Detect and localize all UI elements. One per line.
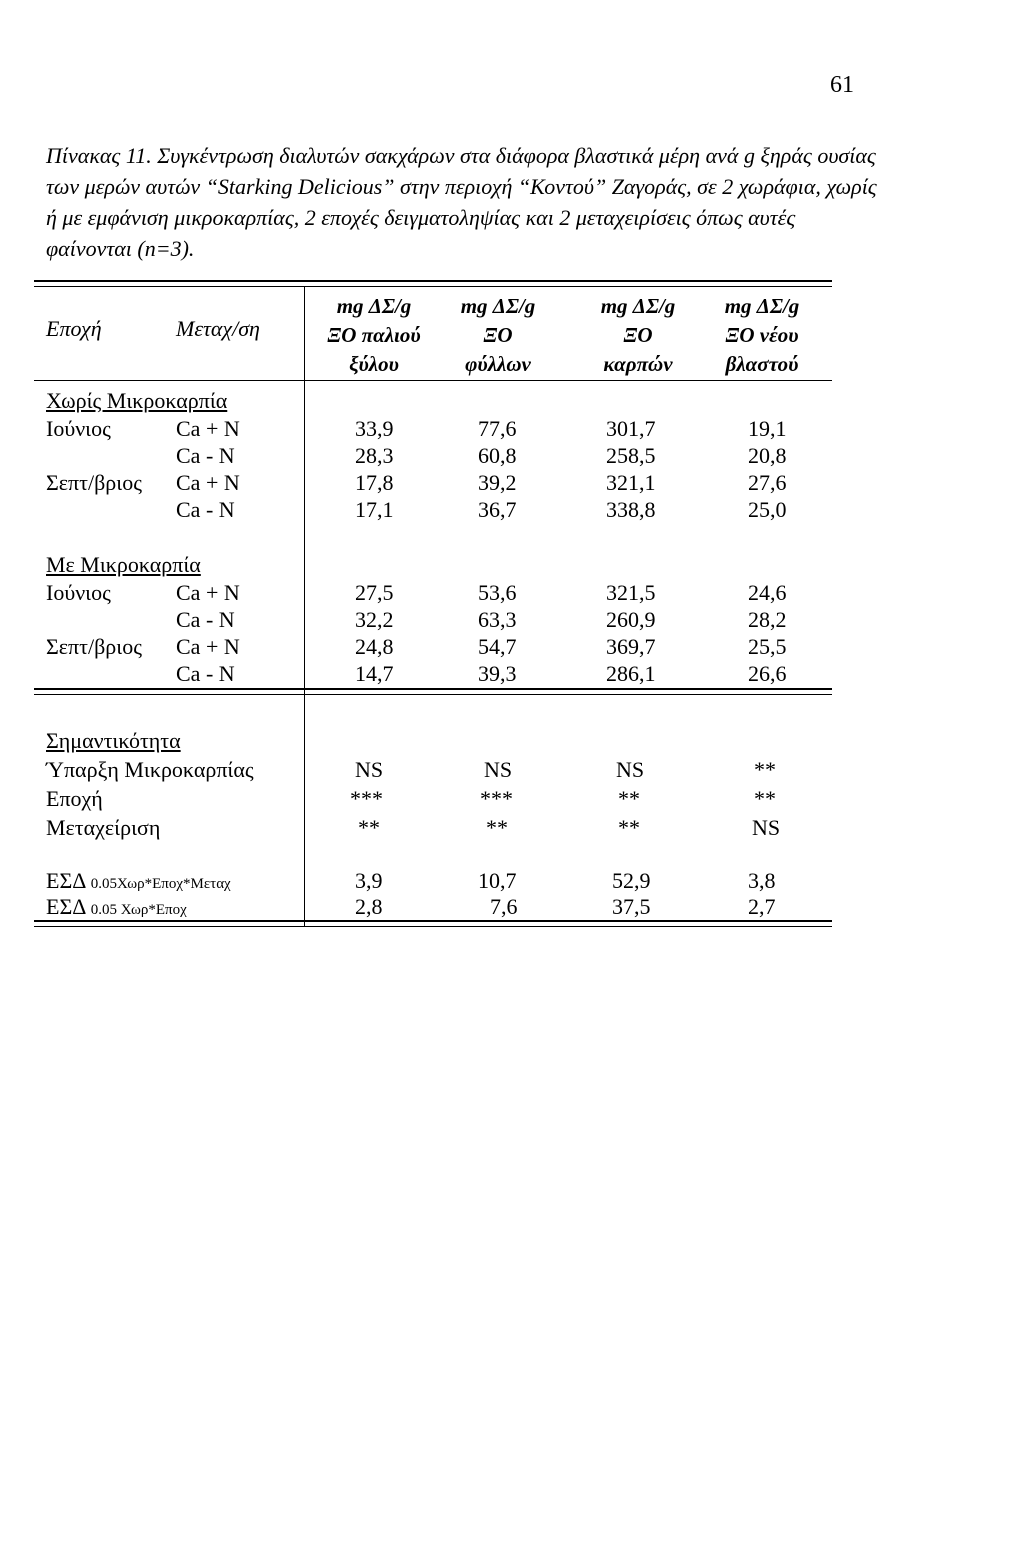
header-bottom-rule — [34, 380, 832, 381]
header-season: Εποχή — [46, 316, 102, 341]
section-title-without: Χωρίς Μικροκαρπία — [46, 388, 228, 413]
lsd-value: 52,9 — [612, 868, 651, 893]
row-treatment: Ca + N — [176, 580, 240, 605]
caption-label: Πίνακας 11. — [46, 143, 152, 168]
row-season: Ιούνιος — [46, 580, 111, 605]
row-treatment: Ca - N — [176, 661, 235, 686]
cell-value: 36,7 — [478, 497, 517, 522]
significance-value: ** — [618, 815, 640, 840]
data-bottom-rule — [34, 688, 832, 690]
caption-text: Συγκέντρωση διαλυτών σακχάρων στα διάφορα βλαστικά μέρη ανά g ξηράς ουσίας των μερών αυτών “Starking Delicious” στην περιοχή “Κοντού” Ζαγοράς, σε 2 χωράφια, χωρίς ή με εμφάνιση μικροκαρπίας, 2 εποχές δειγματοληψίας και 2 μεταχειρίσεις όπως αυτές φαίνονται (n=3). — [46, 143, 877, 261]
cell-value: 369,7 — [606, 634, 656, 659]
cell-value: 14,7 — [355, 661, 394, 686]
significance-value: *** — [480, 786, 513, 811]
section-title-with: Με Μικροκαρπία — [46, 552, 201, 577]
column-divider — [304, 286, 305, 926]
header-treatment: Μεταχ/ση — [176, 316, 260, 341]
cell-value: 17,8 — [355, 470, 394, 495]
cell-value: 24,8 — [355, 634, 394, 659]
cell-value: 258,5 — [606, 443, 656, 468]
significance-value: ** — [618, 786, 640, 811]
cell-value: 63,3 — [478, 607, 517, 632]
cell-value: 260,9 — [606, 607, 656, 632]
cell-value: 28,3 — [355, 443, 394, 468]
row-treatment: Ca - N — [176, 497, 235, 522]
cell-value: 33,9 — [355, 416, 394, 441]
table-top-rule — [34, 280, 832, 282]
cell-value: 77,6 — [478, 416, 517, 441]
row-treatment: Ca + N — [176, 634, 240, 659]
header-old-wood: mg ΔΣ/g ΞΟ παλιού ξύλου — [327, 294, 421, 376]
lsd-value: 3,9 — [355, 868, 383, 893]
cell-value: 17,1 — [355, 497, 394, 522]
lsd-value: 2,8 — [355, 894, 383, 919]
lsd-label: ΕΣΔ 0.05Χωρ*Εποχ*Μεταχ — [46, 868, 231, 893]
cell-value: 286,1 — [606, 661, 656, 686]
header-new-shoot: mg ΔΣ/g ΞΟ νέου βλαστού — [724, 294, 800, 376]
cell-value: 28,2 — [748, 607, 787, 632]
significance-value: ** — [754, 786, 776, 811]
page-number: 61 — [830, 72, 854, 98]
lsd-value: 37,5 — [612, 894, 651, 919]
cell-value: 60,8 — [478, 443, 517, 468]
row-season: Σεπτ/βριος — [46, 470, 142, 495]
lsd-value: 10,7 — [478, 868, 517, 893]
cell-value: 338,8 — [606, 497, 656, 522]
significance-value: ** — [358, 815, 380, 840]
lsd-value: 7,6 — [490, 894, 518, 919]
row-season: Ιούνιος — [46, 416, 111, 441]
significance-value: NS — [484, 757, 513, 782]
cell-value: 321,5 — [606, 580, 656, 605]
row-treatment: Ca + N — [176, 416, 240, 441]
significance-value: ** — [486, 815, 508, 840]
cell-value: 20,8 — [748, 443, 787, 468]
significance-value: NS — [616, 757, 645, 782]
significance-label: Μεταχείριση — [46, 815, 161, 840]
significance-value: ** — [754, 757, 776, 782]
cell-value: 25,0 — [748, 497, 787, 522]
data-bottom-rule-2 — [34, 694, 832, 695]
table-bottom-rule-2 — [34, 926, 832, 927]
cell-value: 32,2 — [355, 607, 394, 632]
cell-value: 321,1 — [606, 470, 656, 495]
significance-value: *** — [350, 786, 383, 811]
lsd-value: 3,8 — [748, 868, 776, 893]
cell-value: 24,6 — [748, 580, 787, 605]
cell-value: 25,5 — [748, 634, 787, 659]
cell-value: 54,7 — [478, 634, 517, 659]
significance-label: Εποχή — [46, 786, 103, 811]
row-treatment: Ca - N — [176, 443, 235, 468]
cell-value: 39,2 — [478, 470, 517, 495]
cell-value: 27,6 — [748, 470, 787, 495]
table-top-rule-2 — [34, 286, 832, 287]
cell-value: 53,6 — [478, 580, 517, 605]
table-bottom-rule — [34, 920, 832, 922]
significance-value: NS — [355, 757, 384, 782]
cell-value: 27,5 — [355, 580, 394, 605]
header-leaves: mg ΔΣ/g ΞΟ φύλλων — [460, 294, 536, 376]
section-title-significance: Σημαντικότητα — [46, 728, 181, 753]
cell-value: 19,1 — [748, 416, 787, 441]
row-season: Σεπτ/βριος — [46, 634, 142, 659]
cell-value: 301,7 — [606, 416, 656, 441]
table-caption — [46, 140, 886, 264]
row-treatment: Ca - N — [176, 607, 235, 632]
cell-value: 26,6 — [748, 661, 787, 686]
row-treatment: Ca + N — [176, 470, 240, 495]
significance-value: NS — [752, 815, 781, 840]
lsd-value: 2,7 — [748, 894, 776, 919]
significance-label: Ύπαρξη Μικροκαρπίας — [46, 757, 254, 782]
lsd-label: ΕΣΔ 0.05 Χωρ*Εποχ — [46, 894, 187, 919]
cell-value: 39,3 — [478, 661, 517, 686]
header-fruits: mg ΔΣ/g ΞΟ καρπών — [600, 294, 676, 376]
